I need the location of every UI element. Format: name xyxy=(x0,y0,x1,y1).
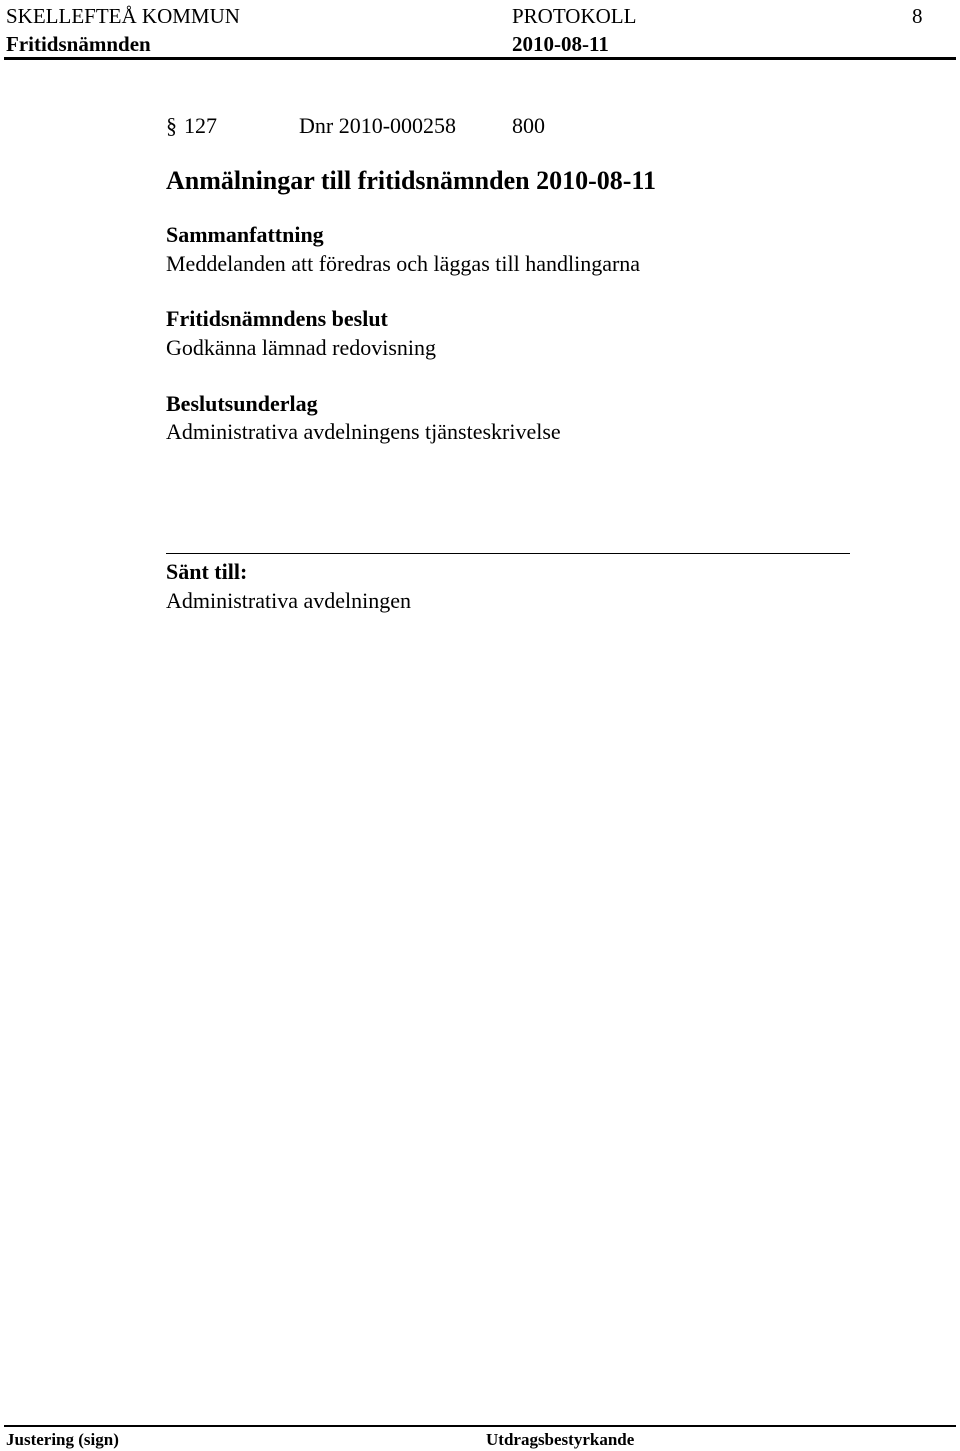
page-number: 8 xyxy=(912,4,923,28)
footer-justering: Justering (sign) xyxy=(6,1430,119,1449)
document-type: PROTOKOLL xyxy=(512,4,637,28)
decision-heading: Fritidsnämndens beslut xyxy=(166,306,388,331)
sent-to-label: Sänt till: xyxy=(166,559,248,584)
sent-to-recipient: Administrativa avdelningen xyxy=(166,588,411,613)
organization-name: SKELLEFTEÅ KOMMUN xyxy=(6,4,240,28)
meeting-date: 2010-08-11 xyxy=(512,32,609,56)
basis-heading: Beslutsunderlag xyxy=(166,391,318,416)
paragraph-sign: § xyxy=(166,113,177,138)
summary-heading: Sammanfattning xyxy=(166,222,324,247)
header-rule xyxy=(4,57,956,60)
classification-code: 800 xyxy=(512,113,545,138)
basis-text: Administrativa avdelningens tjänsteskrivelse xyxy=(166,419,561,444)
paragraph-number: 127 xyxy=(184,113,217,138)
summary-text: Meddelanden att föredras och läggas till handlingarna xyxy=(166,251,641,276)
dnr-number: Dnr 2010-000258 xyxy=(299,113,457,138)
committee-name: Fritidsnämnden xyxy=(6,32,151,56)
decision-text: Godkänna lämnad redovisning xyxy=(166,335,437,360)
footer-utdragsbestyrkande: Utdragsbestyrkande xyxy=(486,1430,635,1449)
distribution-rule xyxy=(166,553,850,554)
footer-rule xyxy=(4,1425,956,1427)
section-title: Anmälningar till fritidsnämnden 2010-08-11 xyxy=(166,166,656,195)
